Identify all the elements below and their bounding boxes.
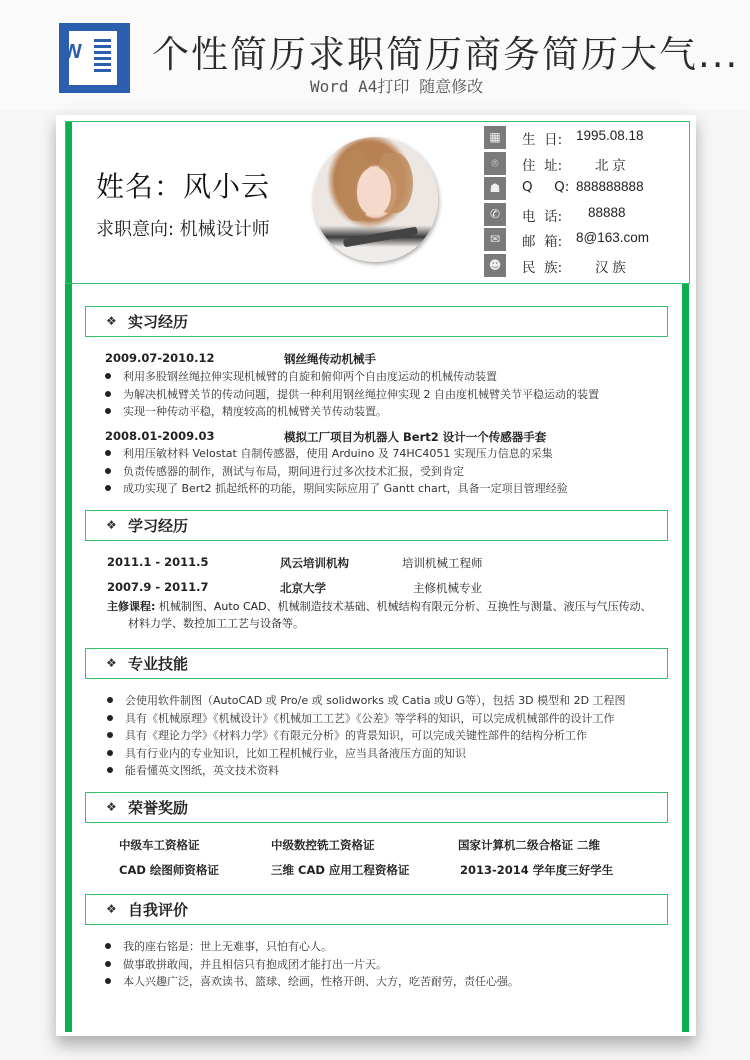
diamond-bullet-icon: ❖ [106, 314, 117, 328]
top-banner [0, 0, 750, 110]
section-title: 自我评价 [128, 901, 189, 919]
section-title: 专业技能 [128, 655, 189, 673]
phone-icon: ✆ [484, 203, 506, 226]
info-value: 888888888 [576, 179, 644, 194]
section-header-education [85, 510, 668, 541]
courses-continued: 材料力学、数控加工工艺与设备等。 [128, 617, 304, 630]
courses [107, 598, 652, 614]
award-item: 中级车工资格证 [119, 838, 200, 852]
qq-penguin-icon: ☗ [484, 177, 506, 200]
info-label: 住 址: [522, 157, 563, 174]
section-title: 荣誉奖励 [128, 799, 189, 817]
section-title: 实习经历 [128, 313, 189, 331]
section-header-internship [85, 306, 668, 337]
courses-label: 主修课程: [107, 600, 156, 613]
section-header-self-evaluation [85, 894, 668, 925]
entry-date: 2008.01-2009.03 [105, 429, 215, 443]
profile-photo [313, 137, 438, 262]
info-value: 北 京 [595, 157, 626, 173]
award-item: 2013-2014 学年度三好学生 [460, 863, 614, 877]
diamond-bullet-icon: ❖ [106, 518, 117, 532]
diamond-bullet-icon: ❖ [106, 902, 117, 916]
info-value: 1995.08.18 [576, 128, 644, 143]
edu-date: 2011.1 - 2011.5 [107, 555, 209, 569]
award-item: 国家计算机二级合格证 二维 [458, 838, 601, 852]
edu-date: 2007.9 - 2011.7 [107, 580, 209, 594]
info-value: 88888 [588, 204, 626, 220]
job-intent: 求职意向: 机械设计师 [96, 219, 270, 240]
right-accent-bar [682, 284, 689, 1032]
word-doc-icon [59, 23, 130, 93]
info-label: 电 话: [522, 208, 563, 225]
mail-icon: ✉ [484, 228, 506, 251]
info-value: 8@163.com [576, 230, 649, 245]
word-letter: W [63, 41, 82, 63]
edu-major: 主修机械专业 [413, 581, 482, 595]
edu-major: 培训机械工程师 [402, 556, 483, 570]
info-value: 汉 族 [595, 259, 626, 275]
award-item: 三维 CAD 应用工程资格证 [271, 863, 410, 877]
section-header-skills [85, 648, 668, 679]
location-pin-icon: ⌾ [484, 152, 506, 175]
entry-date: 2009.07-2010.12 [105, 351, 215, 365]
entry-project: 模拟工厂项目为机器人 Bert2 设计一个传感器手套 [284, 430, 547, 444]
info-label: 生 日: [522, 132, 563, 148]
entry-project: 钢丝绳传动机械手 [284, 352, 376, 366]
edu-school: 北京大学 [280, 581, 326, 595]
diamond-bullet-icon: ❖ [106, 656, 117, 670]
banner-title: 个性简历求职简历商务简历大气... [152, 33, 740, 76]
info-label: 民 族: [522, 259, 563, 276]
banner-subtitle: Word A4打印 随意修改 [310, 77, 484, 96]
info-label: 邮 箱: [522, 234, 563, 250]
award-item: CAD 绘图师资格证 [119, 863, 219, 877]
candidate-name: 姓名：风小云 [96, 170, 271, 203]
award-item: 中级数控铣工资格证 [271, 838, 375, 852]
calendar-icon: ▦ [484, 126, 506, 149]
people-icon: ☻ [484, 254, 506, 277]
edu-school: 风云培训机构 [280, 556, 349, 570]
diamond-bullet-icon: ❖ [106, 800, 117, 814]
section-title: 学习经历 [128, 517, 189, 535]
resume-page: 姓名：风小云 求职意向: 机械设计师 ▦ 生 日: 1995.08.18 ⌾ 住 址: 北 京 ☗ Q Q: 888888888 ✆ 电 话: 88888 ✉ 邮 箱: 8@163.com ☻ 民 族: 汉 族 ❖ 实习经历 2009.07-2010.12 钢丝绳传动机械手 利用多股钢丝绳拉伸实现机械臂的自旋和俯仰两个自由度运动的机械传动装置 为解决机械臂关节的传动问题，提供一种利用钢丝绳拉伸实现 2 自由度机械臂关节平稳运动的装置 实现一种传动平稳，精度较高的机械臂关节传动装置。 2008.01-2009.03 模拟工厂项目为机器人 Bert2 设计一个传感器手套 利用压敏材料 Velostat 自制传感器，使用 Arduino 及 74HC4051 实现压力信息的采集 负责传感器的制作，测试与布局，期间进行过多次技术汇报，受到肯定 成功实现了 Bert2 抓起纸杯的功能，期间实际应用了 Gantt chart，具备一定项目管理经验 ❖ 学习经历 2011.1 - 2011.5 风云培训机构 培训机械工程师 2007.9 - 2011.7 北京大学 主修机械专业 主修课程: 机械制图、Auto CAD、机械制造技术基础、机械结构有限元分析、互换性与测量、液压与气压传动、 材料力学、数控加工工艺与设备等。 ❖ 专业技能 会使用软件制图（AutoCAD 或 Pro/e 或 solidworks 或 Catia 或U G等），包括 3D 模型和 2D 工程图 具有《机械原理》《机械设计》《机械加工工艺》《公差》等学科的知识，可以完成机械部件的设计工作 具有《理论力学》《材料力学》《有限元分析》的背景知识，可以完成关键性部件的结构分析工作 具有行业内的专业知识，比如工程机械行业，应当具备液压方面的知识 能看懂英文图纸，英文技术资料 ❖ 荣誉奖励 中级车工资格证 中级数控铣工资格证 国家计算机二级合格证 二维 CAD 绘图师资格证 三维 CAD 应用工程资格证 2013-2014 学年度三好学生 ❖ 自我评价 我的座右铭是：世上无难事，只怕有心人。 做事敢拼敢闯，并且相信只有抱成团才能打出一片天。 本人兴趣广泛，喜欢读书、篮球、绘画，性格开朗、大方，吃苦耐劳，责任心强。 [56, 115, 696, 1036]
info-label: Q Q: [522, 179, 570, 195]
section-header-awards [85, 792, 668, 823]
courses-text: 机械制图、Auto CAD、机械制造技术基础、机械结构有限元分析、互换性与测量、液压与气压传动、 [158, 600, 652, 613]
